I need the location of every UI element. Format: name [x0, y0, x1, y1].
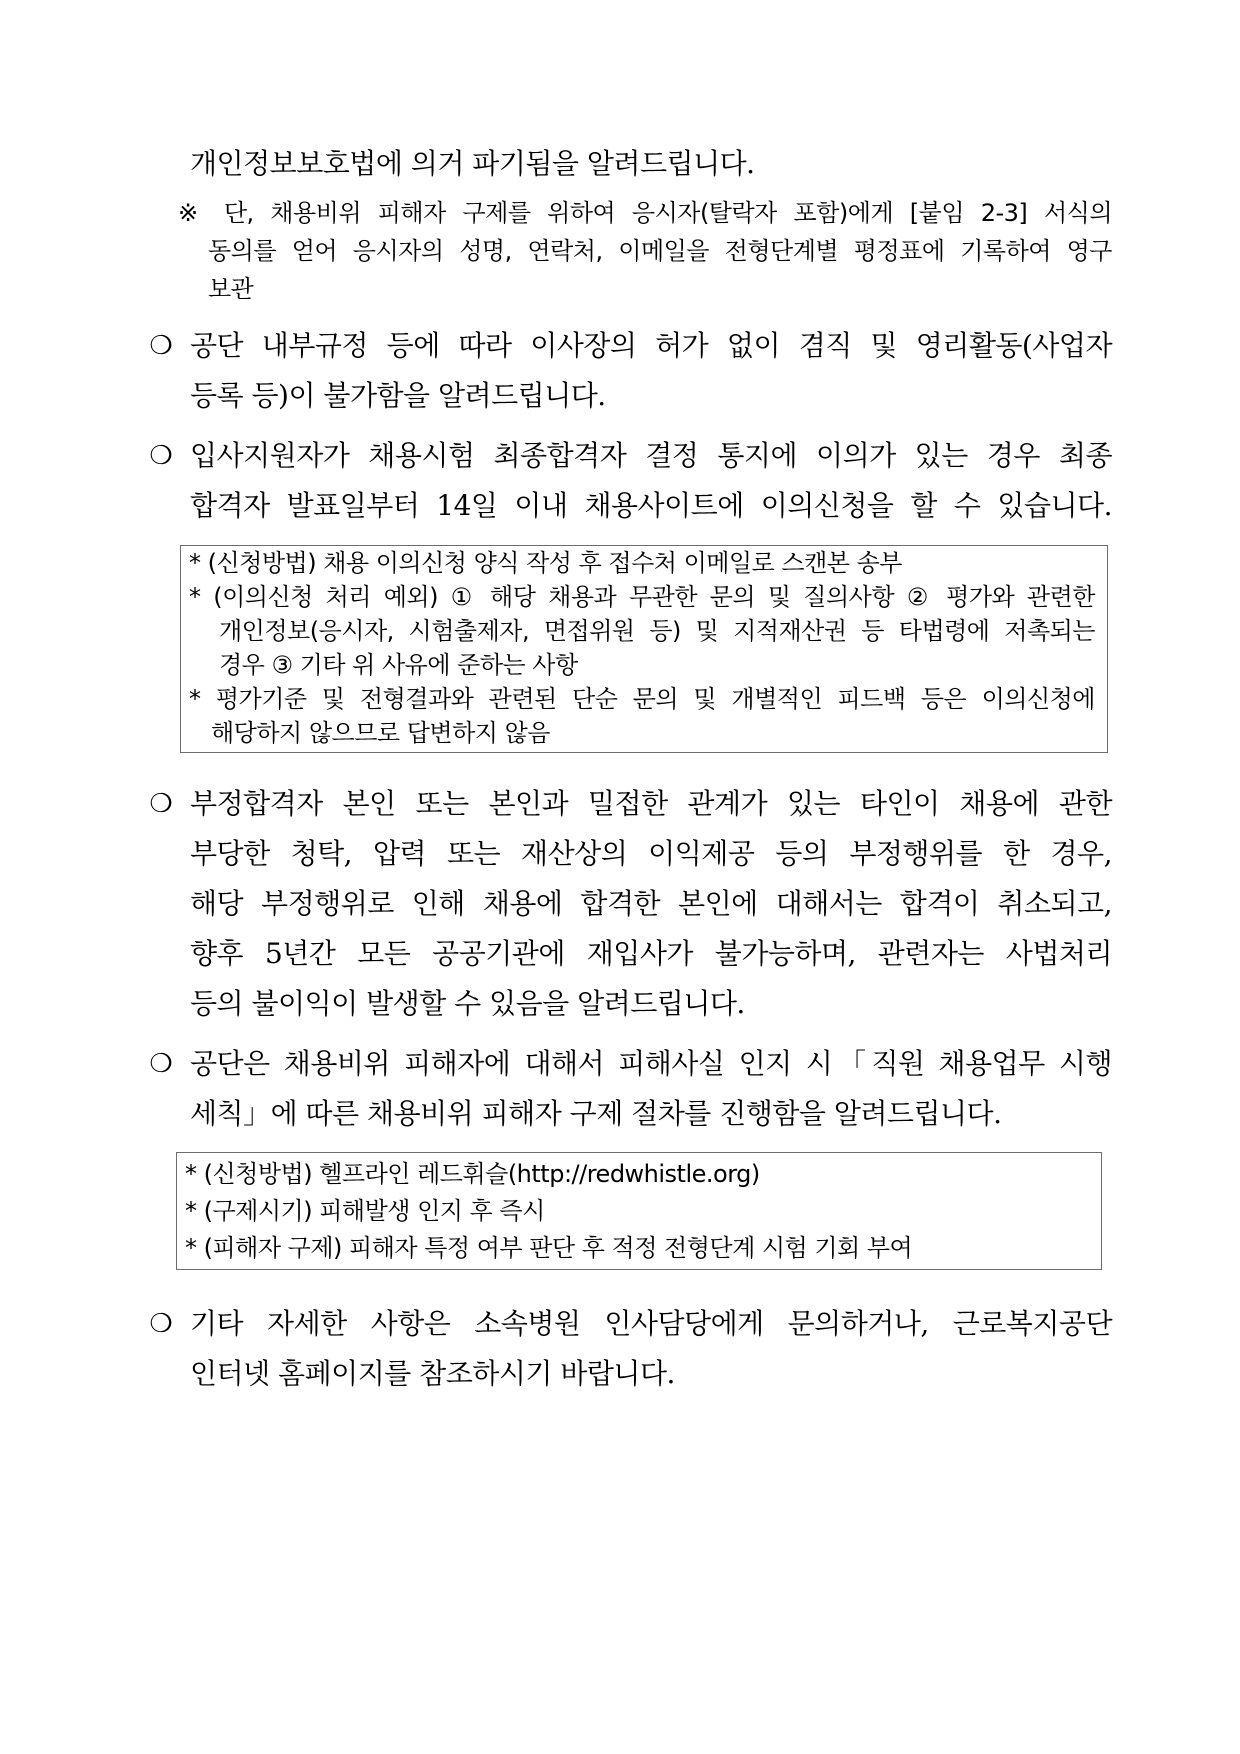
objection-notes-box [180, 545, 1108, 753]
box-line: * (이의신청 처리 예외) ① 해당 채용과 무관한 문의 및 질의사항 ② 평가와 관련한 [189, 583, 1095, 611]
section-line: 세칙」에 따른 채용비위 피해자 구제 절차를 진행함을 알려드립니다. [190, 1097, 1002, 1130]
section-line: 등록 등)이 불가함을 알려드립니다. [190, 379, 606, 412]
note-line: 동의를 얻어 응시자의 성명, 연락처, 이메일을 전형단계별 평정표에 기록하여 영구 [208, 237, 1112, 265]
continuation-text: 개인정보보호법에 의거 파기됨을 알려드립니다. [190, 147, 755, 180]
box-line: 해당하지 않으므로 답변하지 않음 [211, 719, 550, 747]
note-line: 보관 [208, 275, 254, 303]
box-line: * (신청방법) 헬프라인 레드휘슬(http://redwhistle.org) [185, 1160, 760, 1188]
section-line: 등의 불이익이 발생할 수 있음을 알려드립니다. [190, 987, 745, 1020]
section-line: 기타 자세한 사항은 소속병원 인사담당에게 문의하거나, 근로복지공단 [190, 1307, 1112, 1340]
section-line: 인터넷 홈페이지를 참조하시기 바랍니다. [190, 1357, 675, 1390]
section-line: 입사지원자가 채용시험 최종합격자 결정 통지에 이의가 있는 경우 최종 [190, 439, 1112, 472]
section-line: 공단은 채용비위 피해자에 대해서 피해사실 인지 시「직원 채용업무 시행 [190, 1047, 1112, 1080]
section-line: 향후 5년간 모든 공공기관에 재입사가 불가능하며, 관련자는 사법처리 [190, 937, 1112, 970]
bullet-icon: ❍ [149, 789, 173, 819]
section-line: 공단 내부규정 등에 따라 이사장의 허가 없이 겸직 및 영리활동(사업자 [190, 329, 1112, 362]
section-line: 합격자 발표일부터 14일 이내 채용사이트에 이의신청을 할 수 있습니다. [190, 489, 1112, 522]
section-line: 해당 부정행위로 인해 채용에 합격한 본인에 대해서는 합격이 취소되고, [190, 887, 1112, 920]
bullet-icon: ❍ [149, 1049, 173, 1079]
bullet-icon: ❍ [149, 441, 173, 471]
bullet-icon: ❍ [149, 1309, 173, 1339]
box-line: * (구제시기) 피해발생 인지 후 즉시 [185, 1197, 545, 1225]
bullet-icon: ❍ [149, 331, 173, 361]
section-line: 부정합격자 본인 또는 본인과 밀접한 관계가 있는 타인이 채용에 관한 [190, 787, 1112, 820]
box-line: 개인정보(응시자, 시험출제자, 면접위원 등) 및 지적재산권 등 타법령에 저촉되는 [219, 617, 1095, 645]
relief-notes-box [176, 1152, 1102, 1270]
box-line: * (피해자 구제) 피해자 특정 여부 판단 후 적정 전형단계 시험 기회 부여 [185, 1234, 913, 1262]
note-line: ※ 단, 채용비위 피해자 구제를 위하여 응시자(탈락자 포함)에게 [붙임 2-3] 서식의 [178, 199, 1112, 227]
section-line: 부당한 청탁, 압력 또는 재산상의 이익제공 등의 부정행위를 한 경우, [190, 837, 1112, 870]
box-line: 경우 ③ 기타 위 사유에 준하는 사항 [219, 651, 578, 679]
box-line: * 평가기준 및 전형결과와 관련된 단순 문의 및 개별적인 피드백 등은 이의신청에 [189, 685, 1095, 713]
box-line: * (신청방법) 채용 이의신청 양식 작성 후 접수처 이메일로 스캔본 송부 [189, 549, 902, 577]
